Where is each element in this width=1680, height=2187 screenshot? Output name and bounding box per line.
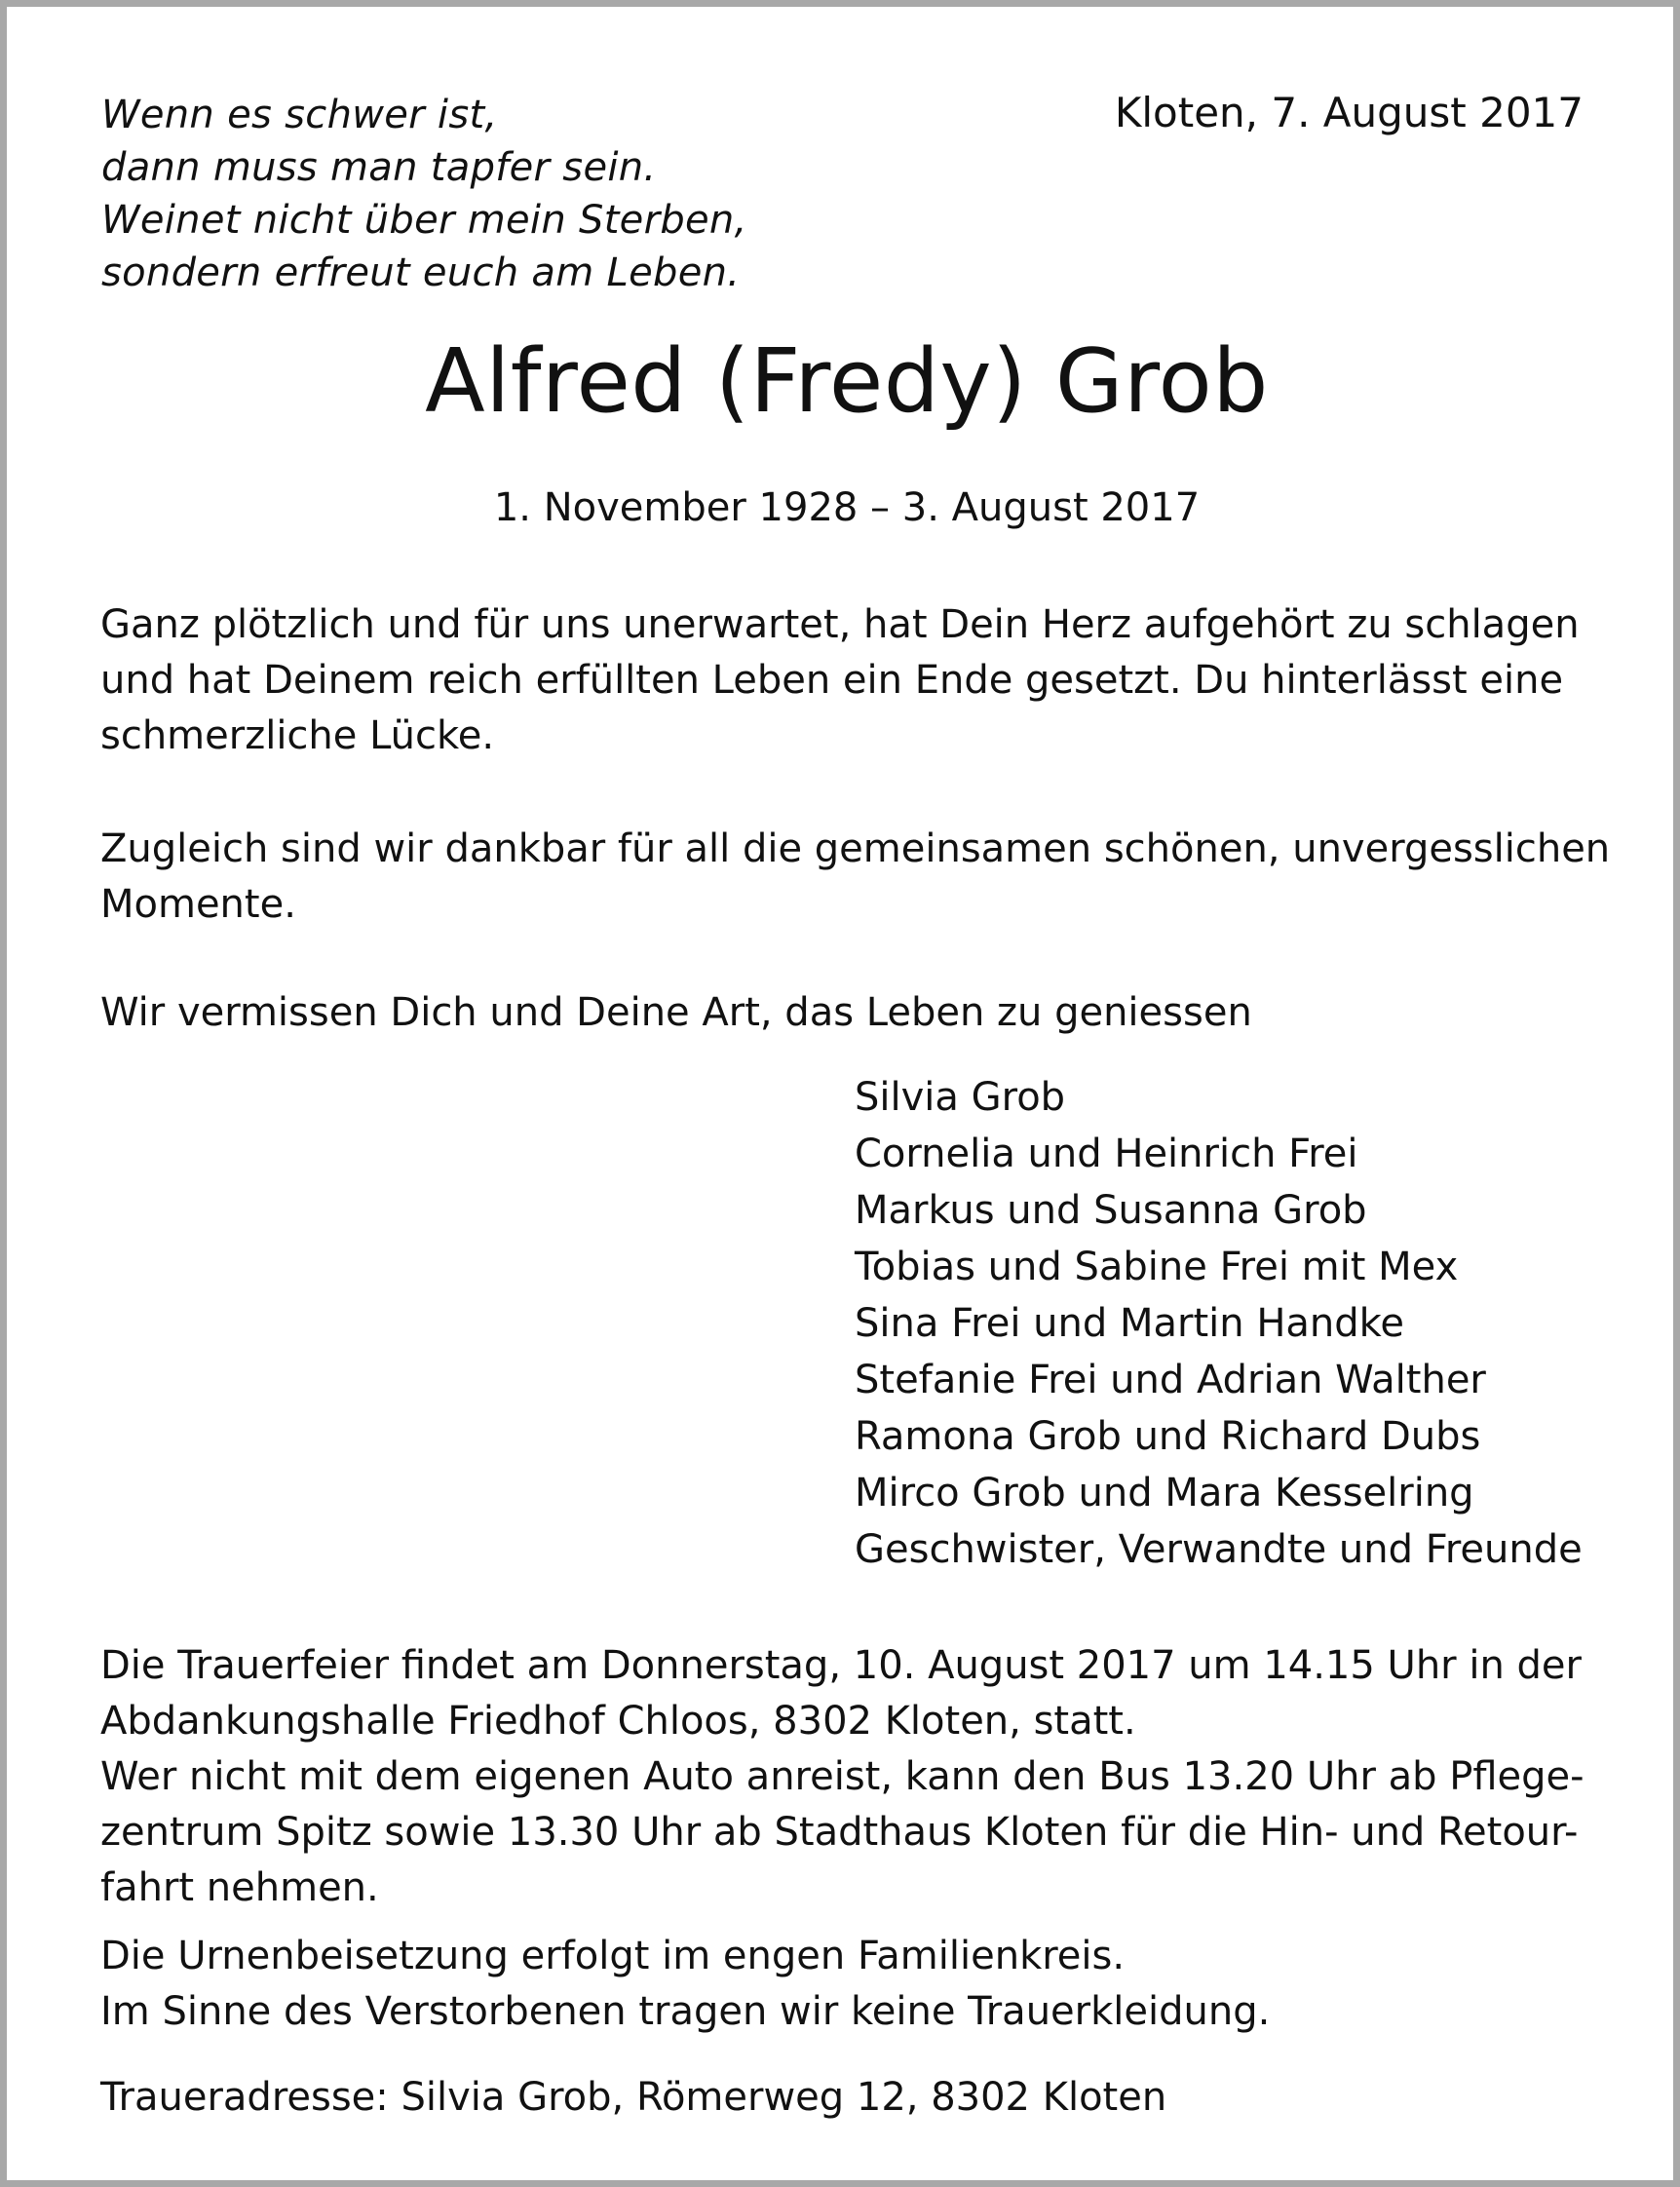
text-line: Zugleich sind wir dankbar für all die gemeinsamen schönen, unvergesslichen	[100, 826, 1611, 871]
text-line: Wer nicht mit dem eigenen Auto anreist, kann den Bus 13.20 Uhr ab Pflege-	[100, 1754, 1585, 1799]
text-line: Ganz plötzlich und für uns unerwartet, hat Dein Herz aufgehört zu schlagen	[100, 602, 1580, 647]
verse-line: Weinet nicht über mein Sterben,	[101, 198, 747, 243]
burial-details	[100, 1929, 1270, 2040]
signatories-list	[855, 1069, 1583, 1578]
signatory: Sina Frei und Martin Handke	[855, 1301, 1405, 1346]
verse-line: Wenn es schwer ist,	[101, 93, 498, 137]
text-line: Abdankungshalle Friedhof Chloos, 8302 Kloten, statt.	[100, 1699, 1136, 1744]
verse-line: dann muss man tapfer sein.	[101, 145, 657, 190]
signatory: Markus und Susanna Grob	[855, 1188, 1367, 1233]
memorial-verse	[101, 89, 747, 299]
deceased-name: Alfred (Fredy) Grob	[425, 330, 1269, 433]
text-line: fahrt nehmen.	[100, 1865, 379, 1910]
text-line: und hat Deinem reich erfüllten Leben ein Ende gesetzt. Du hinterlässt eine	[100, 658, 1564, 703]
signatory: Mirco Grob und Mara Kesselring	[855, 1471, 1474, 1516]
text-line: Die Urnenbeisetzung erfolgt im engen Familienkreis.	[100, 1934, 1126, 1978]
paragraph-farewell	[100, 597, 1580, 764]
text-line: Die Trauerfeier findet am Donnerstag, 10. August 2017 um 14.15 Uhr in der	[100, 1643, 1582, 1688]
paragraph-gratitude	[100, 822, 1610, 933]
life-dates: 1. November 1928 – 3. August 2017	[493, 485, 1201, 530]
service-details	[100, 1638, 1585, 1916]
verse-line: sondern erfreut euch am Leben.	[101, 250, 741, 295]
text-line: Wir vermissen Dich und Deine Art, das Leben zu geniessen	[100, 990, 1252, 1035]
text-line: zentrum Spitz sowie 13.30 Uhr ab Stadthaus Kloten für die Hin- und Retour-	[100, 1810, 1579, 1855]
signatory: Ramona Grob und Richard Dubs	[855, 1414, 1481, 1459]
paragraph-missing	[100, 985, 1252, 1041]
signatory: Silvia Grob	[855, 1075, 1066, 1120]
text-line: schmerzliche Lücke.	[100, 713, 495, 758]
signatory: Geschwister, Verwandte und Freunde	[855, 1527, 1583, 1572]
place-date: Kloten, 7. August 2017	[1114, 89, 1584, 136]
text-line: Momente.	[100, 882, 296, 927]
signatory: Cornelia und Heinrich Frei	[855, 1132, 1358, 1176]
mourning-address: Traueradresse: Silvia Grob, Römerweg 12, 8302 Kloten	[100, 2075, 1167, 2120]
signatory: Tobias und Sabine Frei mit Mex	[855, 1245, 1459, 1289]
signatory: Stefanie Frei und Adrian Walther	[855, 1358, 1486, 1402]
text-line: Im Sinne des Verstorbenen tragen wir keine Trauerkleidung.	[100, 1989, 1271, 2034]
